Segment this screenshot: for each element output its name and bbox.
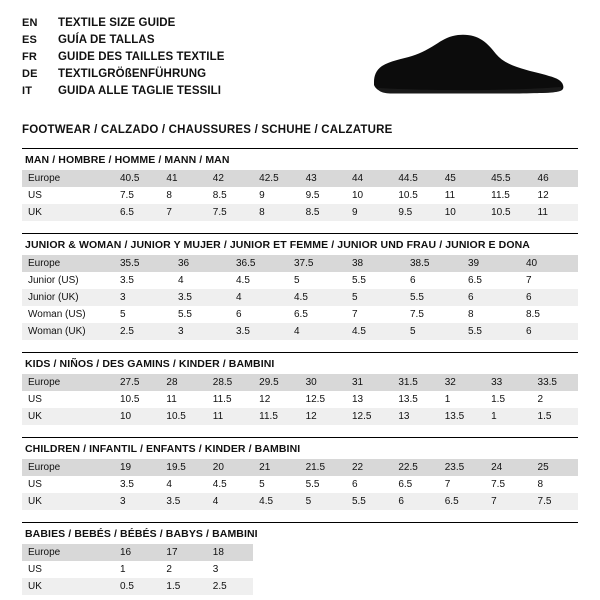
size-cell: 3.5 bbox=[120, 479, 134, 490]
size-table bbox=[22, 170, 578, 221]
size-cell: 17 bbox=[160, 544, 206, 561]
size-table-block bbox=[22, 522, 578, 595]
size-cell: 21.5 bbox=[300, 459, 346, 476]
size-cell: 31 bbox=[346, 374, 392, 391]
size-cell: 18 bbox=[207, 544, 253, 561]
row-label: US bbox=[28, 479, 42, 490]
row-label: Europe bbox=[22, 170, 114, 187]
size-cell: 0.5 bbox=[114, 578, 160, 595]
size-cell: 5 bbox=[294, 275, 300, 286]
size-cell: 24 bbox=[485, 459, 531, 476]
row-label: UK bbox=[22, 578, 114, 595]
size-cell: 13 bbox=[392, 408, 438, 425]
size-cell: 5.5 bbox=[305, 479, 320, 490]
row-label: Europe bbox=[22, 255, 114, 272]
size-cell: 11 bbox=[166, 394, 177, 405]
table-row bbox=[22, 204, 578, 221]
spacer-cell bbox=[253, 561, 578, 578]
size-cell: 11 bbox=[532, 204, 578, 221]
size-cell: 10.5 bbox=[398, 190, 418, 201]
size-cell: 1.5 bbox=[532, 408, 578, 425]
size-table bbox=[22, 544, 578, 595]
size-cell: 4.5 bbox=[236, 275, 250, 286]
size-cell: 21 bbox=[253, 459, 299, 476]
size-cell: 7 bbox=[160, 204, 206, 221]
size-cell: 2 bbox=[537, 394, 544, 405]
language-title: GUÍA DE TALLAS bbox=[58, 34, 155, 46]
size-cell: 36 bbox=[172, 255, 230, 272]
size-table bbox=[22, 374, 578, 425]
language-title: GUIDE DES TAILLES TEXTILE bbox=[58, 51, 225, 63]
size-cell: 5 bbox=[300, 493, 346, 510]
row-label: Woman (UK) bbox=[22, 323, 114, 340]
size-cell: 16 bbox=[114, 544, 160, 561]
size-cell: 2.5 bbox=[207, 578, 253, 595]
size-cell: 4 bbox=[207, 493, 253, 510]
size-cell: 22.5 bbox=[392, 459, 438, 476]
size-cell: 5.5 bbox=[404, 289, 462, 306]
size-cell: 13.5 bbox=[439, 408, 485, 425]
size-table-heading: KIDS / NIÑOS / DES GAMINS / KINDER / BAMBINI bbox=[22, 352, 578, 374]
size-cell: 11.5 bbox=[491, 190, 510, 201]
spacer-cell bbox=[253, 578, 578, 595]
size-cell: 11 bbox=[207, 408, 253, 425]
size-cell: 8.5 bbox=[212, 190, 227, 201]
size-cell: 1.5 bbox=[160, 578, 206, 595]
size-cell: 2 bbox=[166, 564, 172, 575]
size-cell: 8 bbox=[253, 204, 299, 221]
table-row bbox=[22, 323, 578, 340]
row-label: Junior (US) bbox=[28, 275, 79, 286]
size-cell: 44.5 bbox=[392, 170, 438, 187]
size-cell: 3 bbox=[114, 493, 160, 510]
size-cell: 28.5 bbox=[207, 374, 253, 391]
size-cell: 1 bbox=[485, 408, 531, 425]
size-cell: 19 bbox=[114, 459, 160, 476]
size-cell: 6 bbox=[392, 493, 438, 510]
size-cell: 6.5 bbox=[114, 204, 160, 221]
size-cell: 5.5 bbox=[346, 493, 392, 510]
table-row bbox=[22, 187, 578, 204]
size-cell: 1 bbox=[120, 564, 126, 575]
size-cell: 44 bbox=[346, 170, 392, 187]
size-cell: 13.5 bbox=[398, 394, 418, 405]
size-cell: 5 bbox=[120, 309, 126, 320]
size-table-heading: JUNIOR & WOMAN / JUNIOR Y MUJER / JUNIOR ET FEMME / JUNIOR UND FRAU / JUNIOR E DONA bbox=[22, 233, 578, 255]
size-cell: 33.5 bbox=[532, 374, 578, 391]
size-cell: 12 bbox=[300, 408, 346, 425]
size-cell: 8 bbox=[468, 309, 474, 320]
row-label: US bbox=[28, 190, 42, 201]
row-label: UK bbox=[22, 204, 114, 221]
size-cell: 4.5 bbox=[288, 289, 346, 306]
size-cell: 7 bbox=[444, 479, 451, 490]
size-cell: 3 bbox=[212, 564, 219, 575]
size-table bbox=[22, 459, 578, 510]
size-cell: 7 bbox=[526, 275, 532, 286]
table-row bbox=[22, 476, 578, 493]
size-cell: 6 bbox=[520, 323, 578, 340]
size-table bbox=[22, 255, 578, 340]
row-label: US bbox=[28, 564, 42, 575]
size-cell: 40 bbox=[520, 255, 578, 272]
language-code: IT bbox=[22, 85, 33, 97]
size-cell: 28 bbox=[160, 374, 206, 391]
size-cell: 8.5 bbox=[300, 204, 346, 221]
size-cell: 42 bbox=[207, 170, 253, 187]
size-cell: 10.5 bbox=[485, 204, 531, 221]
size-cell: 3 bbox=[172, 323, 230, 340]
size-table-block bbox=[22, 233, 578, 340]
row-label: Europe bbox=[22, 459, 114, 476]
row-label: US bbox=[28, 394, 42, 405]
size-cell: 5 bbox=[259, 479, 265, 490]
row-label: Europe bbox=[22, 374, 114, 391]
size-table-heading: BABIES / BEBÉS / BÉBÉS / BABYS / BAMBINI bbox=[22, 522, 578, 544]
page-title: FOOTWEAR / CALZADO / CHAUSSURES / SCHUHE / CALZATURE bbox=[22, 124, 393, 136]
table-row bbox=[22, 561, 578, 578]
table-row bbox=[22, 459, 578, 476]
size-cell: 8 bbox=[166, 190, 172, 201]
size-cell: 5.5 bbox=[178, 309, 192, 320]
size-cell: 9 bbox=[259, 190, 265, 201]
size-table-block bbox=[22, 352, 578, 425]
size-cell: 3.5 bbox=[120, 275, 134, 286]
size-cell: 22 bbox=[346, 459, 392, 476]
size-cell: 37.5 bbox=[288, 255, 346, 272]
size-cell: 3.5 bbox=[160, 493, 206, 510]
size-cell: 7.5 bbox=[207, 204, 253, 221]
size-cell: 10 bbox=[351, 190, 364, 201]
size-cell: 40.5 bbox=[114, 170, 160, 187]
size-table-block bbox=[22, 148, 578, 221]
size-table-heading: CHILDREN / INFANTIL / ENFANTS / KINDER / BAMBINI bbox=[22, 437, 578, 459]
size-cell: 29.5 bbox=[253, 374, 299, 391]
size-cell: 45 bbox=[439, 170, 485, 187]
size-cell: 4 bbox=[166, 479, 172, 490]
size-cell: 5.5 bbox=[462, 323, 520, 340]
size-cell: 4.5 bbox=[212, 479, 227, 490]
table-row bbox=[22, 578, 578, 595]
size-cell: 6 bbox=[520, 289, 578, 306]
size-cell: 10.5 bbox=[160, 408, 206, 425]
size-cell: 5 bbox=[346, 289, 404, 306]
table-row bbox=[22, 306, 578, 323]
row-label: UK bbox=[22, 408, 114, 425]
row-label: Europe bbox=[22, 544, 114, 561]
table-row bbox=[22, 289, 578, 306]
language-code: FR bbox=[22, 51, 38, 63]
row-label: UK bbox=[22, 493, 114, 510]
size-cell: 7 bbox=[352, 309, 358, 320]
size-cell: 31.5 bbox=[392, 374, 438, 391]
size-cell: 39 bbox=[462, 255, 520, 272]
size-tables bbox=[22, 148, 578, 595]
size-cell: 4 bbox=[178, 275, 184, 286]
size-cell: 6.5 bbox=[398, 479, 413, 490]
size-cell: 6.5 bbox=[468, 275, 482, 286]
size-cell: 11.5 bbox=[253, 408, 299, 425]
table-row bbox=[22, 170, 578, 187]
size-cell: 4.5 bbox=[346, 323, 404, 340]
row-label: Woman (US) bbox=[28, 309, 86, 320]
language-code: DE bbox=[22, 68, 38, 80]
row-label: Junior (UK) bbox=[22, 289, 114, 306]
language-code: EN bbox=[22, 17, 38, 29]
size-cell: 6.5 bbox=[294, 309, 308, 320]
language-title: GUIDA ALLE TAGLIE TESSILI bbox=[58, 85, 222, 97]
size-cell: 36.5 bbox=[230, 255, 288, 272]
table-row bbox=[22, 255, 578, 272]
table-row bbox=[22, 272, 578, 289]
size-cell: 7.5 bbox=[410, 309, 424, 320]
size-cell: 7 bbox=[485, 493, 531, 510]
size-cell: 42.5 bbox=[253, 170, 299, 187]
size-cell: 1.5 bbox=[491, 394, 506, 405]
table-row bbox=[22, 408, 578, 425]
size-cell: 23.5 bbox=[439, 459, 485, 476]
size-cell: 7.5 bbox=[532, 493, 578, 510]
dress-shoe-icon bbox=[368, 30, 568, 100]
size-cell: 12 bbox=[537, 190, 549, 201]
size-cell: 3.5 bbox=[230, 323, 288, 340]
size-cell: 43 bbox=[300, 170, 346, 187]
size-cell: 7.5 bbox=[120, 190, 134, 201]
size-cell: 6.5 bbox=[439, 493, 485, 510]
size-cell: 19.5 bbox=[160, 459, 206, 476]
language-title: TEXTILGRÖßENFÜHRUNG bbox=[58, 68, 207, 80]
table-row bbox=[22, 374, 578, 391]
size-cell: 5 bbox=[404, 323, 462, 340]
size-cell: 11 bbox=[444, 190, 456, 201]
table-row bbox=[22, 391, 578, 408]
size-cell: 27.5 bbox=[114, 374, 160, 391]
size-cell: 5.5 bbox=[352, 275, 366, 286]
language-row bbox=[22, 16, 578, 31]
size-cell: 4 bbox=[288, 323, 346, 340]
table-row bbox=[22, 493, 578, 510]
size-cell: 9.5 bbox=[305, 190, 320, 201]
size-cell: 4.5 bbox=[253, 493, 299, 510]
size-cell: 32 bbox=[439, 374, 485, 391]
size-cell: 25 bbox=[532, 459, 578, 476]
table-row bbox=[22, 544, 578, 561]
size-cell: 30 bbox=[300, 374, 346, 391]
size-cell: 45.5 bbox=[485, 170, 531, 187]
language-title: TEXTILE SIZE GUIDE bbox=[58, 17, 176, 29]
size-cell: 35.5 bbox=[114, 255, 172, 272]
size-cell: 9.5 bbox=[392, 204, 438, 221]
size-cell: 8.5 bbox=[526, 309, 540, 320]
size-cell: 10 bbox=[114, 408, 160, 425]
size-cell: 12.5 bbox=[346, 408, 392, 425]
size-cell: 12.5 bbox=[305, 394, 326, 405]
size-cell: 10 bbox=[439, 204, 485, 221]
page-header bbox=[22, 16, 578, 112]
size-cell: 6 bbox=[410, 275, 416, 286]
size-cell: 4 bbox=[230, 289, 288, 306]
size-cell: 6 bbox=[462, 289, 520, 306]
size-cell: 9 bbox=[346, 204, 392, 221]
language-code: ES bbox=[22, 34, 38, 46]
size-table-block bbox=[22, 437, 578, 510]
size-cell: 10.5 bbox=[120, 394, 140, 405]
size-cell: 2.5 bbox=[114, 323, 172, 340]
size-cell: 7.5 bbox=[491, 479, 506, 490]
size-cell: 38 bbox=[346, 255, 404, 272]
size-cell: 13 bbox=[351, 394, 364, 405]
size-cell: 1 bbox=[444, 394, 451, 405]
size-cell: 33 bbox=[485, 374, 531, 391]
size-cell: 6 bbox=[236, 309, 242, 320]
size-cell: 6 bbox=[351, 479, 358, 490]
size-cell: 20 bbox=[207, 459, 253, 476]
spacer-cell bbox=[253, 544, 578, 561]
size-table-heading: MAN / HOMBRE / HOMME / MANN / MAN bbox=[22, 148, 578, 170]
size-cell: 3.5 bbox=[172, 289, 230, 306]
size-cell: 8 bbox=[537, 479, 544, 490]
size-cell: 46 bbox=[532, 170, 578, 187]
size-cell: 41 bbox=[160, 170, 206, 187]
size-cell: 38.5 bbox=[404, 255, 462, 272]
size-cell: 3 bbox=[114, 289, 172, 306]
size-cell: 12 bbox=[259, 394, 271, 405]
size-cell: 11.5 bbox=[212, 394, 232, 405]
